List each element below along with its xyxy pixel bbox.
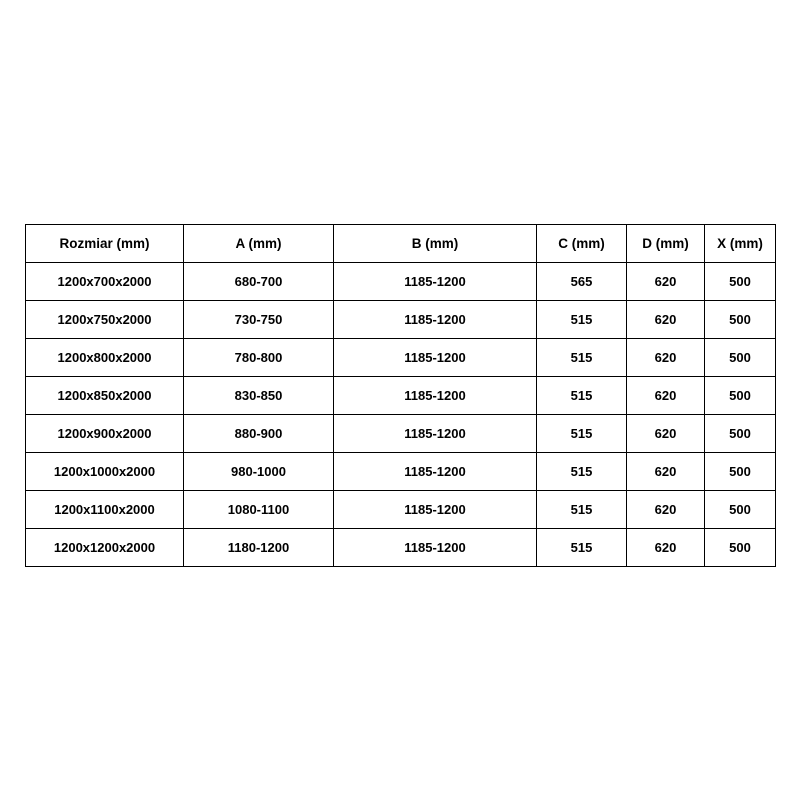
cell-x: 500 (705, 339, 776, 377)
cell-x: 500 (705, 377, 776, 415)
column-header-c: C (mm) (537, 225, 627, 263)
cell-d: 620 (627, 301, 705, 339)
cell-b: 1185-1200 (334, 491, 537, 529)
cell-d: 620 (627, 339, 705, 377)
cell-a: 880-900 (184, 415, 334, 453)
table-row (26, 301, 776, 339)
column-header-x: X (mm) (705, 225, 776, 263)
cell-rozmiar: 1200x900x2000 (26, 415, 184, 453)
cell-d: 620 (627, 453, 705, 491)
cell-d: 620 (627, 263, 705, 301)
cell-d: 620 (627, 415, 705, 453)
cell-rozmiar: 1200x800x2000 (26, 339, 184, 377)
cell-x: 500 (705, 263, 776, 301)
cell-x: 500 (705, 529, 776, 567)
cell-a: 1180-1200 (184, 529, 334, 567)
cell-rozmiar: 1200x700x2000 (26, 263, 184, 301)
column-header-b: B (mm) (334, 225, 537, 263)
cell-x: 500 (705, 453, 776, 491)
table-row (26, 339, 776, 377)
table-row (26, 415, 776, 453)
cell-b: 1185-1200 (334, 263, 537, 301)
cell-d: 620 (627, 491, 705, 529)
cell-a: 980-1000 (184, 453, 334, 491)
size-table (25, 224, 776, 567)
table-header (26, 225, 776, 263)
cell-c: 515 (537, 301, 627, 339)
cell-a: 680-700 (184, 263, 334, 301)
size-table-container (25, 224, 775, 567)
cell-b: 1185-1200 (334, 377, 537, 415)
cell-a: 830-850 (184, 377, 334, 415)
cell-rozmiar: 1200x750x2000 (26, 301, 184, 339)
cell-x: 500 (705, 491, 776, 529)
cell-c: 565 (537, 263, 627, 301)
column-header-a: A (mm) (184, 225, 334, 263)
table-row (26, 491, 776, 529)
table-row (26, 529, 776, 567)
cell-b: 1185-1200 (334, 415, 537, 453)
table-header-row (26, 225, 776, 263)
table-body (26, 263, 776, 567)
table-row (26, 377, 776, 415)
cell-rozmiar: 1200x850x2000 (26, 377, 184, 415)
cell-b: 1185-1200 (334, 529, 537, 567)
cell-c: 515 (537, 377, 627, 415)
cell-b: 1185-1200 (334, 453, 537, 491)
cell-c: 515 (537, 491, 627, 529)
table-row (26, 453, 776, 491)
column-header-rozmiar: Rozmiar (mm) (26, 225, 184, 263)
cell-rozmiar: 1200x1000x2000 (26, 453, 184, 491)
cell-b: 1185-1200 (334, 339, 537, 377)
table-row (26, 263, 776, 301)
cell-rozmiar: 1200x1100x2000 (26, 491, 184, 529)
cell-x: 500 (705, 301, 776, 339)
cell-c: 515 (537, 529, 627, 567)
cell-c: 515 (537, 339, 627, 377)
cell-d: 620 (627, 529, 705, 567)
cell-d: 620 (627, 377, 705, 415)
cell-a: 1080-1100 (184, 491, 334, 529)
cell-x: 500 (705, 415, 776, 453)
cell-rozmiar: 1200x1200x2000 (26, 529, 184, 567)
cell-a: 730-750 (184, 301, 334, 339)
cell-a: 780-800 (184, 339, 334, 377)
cell-b: 1185-1200 (334, 301, 537, 339)
cell-c: 515 (537, 453, 627, 491)
column-header-d: D (mm) (627, 225, 705, 263)
cell-c: 515 (537, 415, 627, 453)
